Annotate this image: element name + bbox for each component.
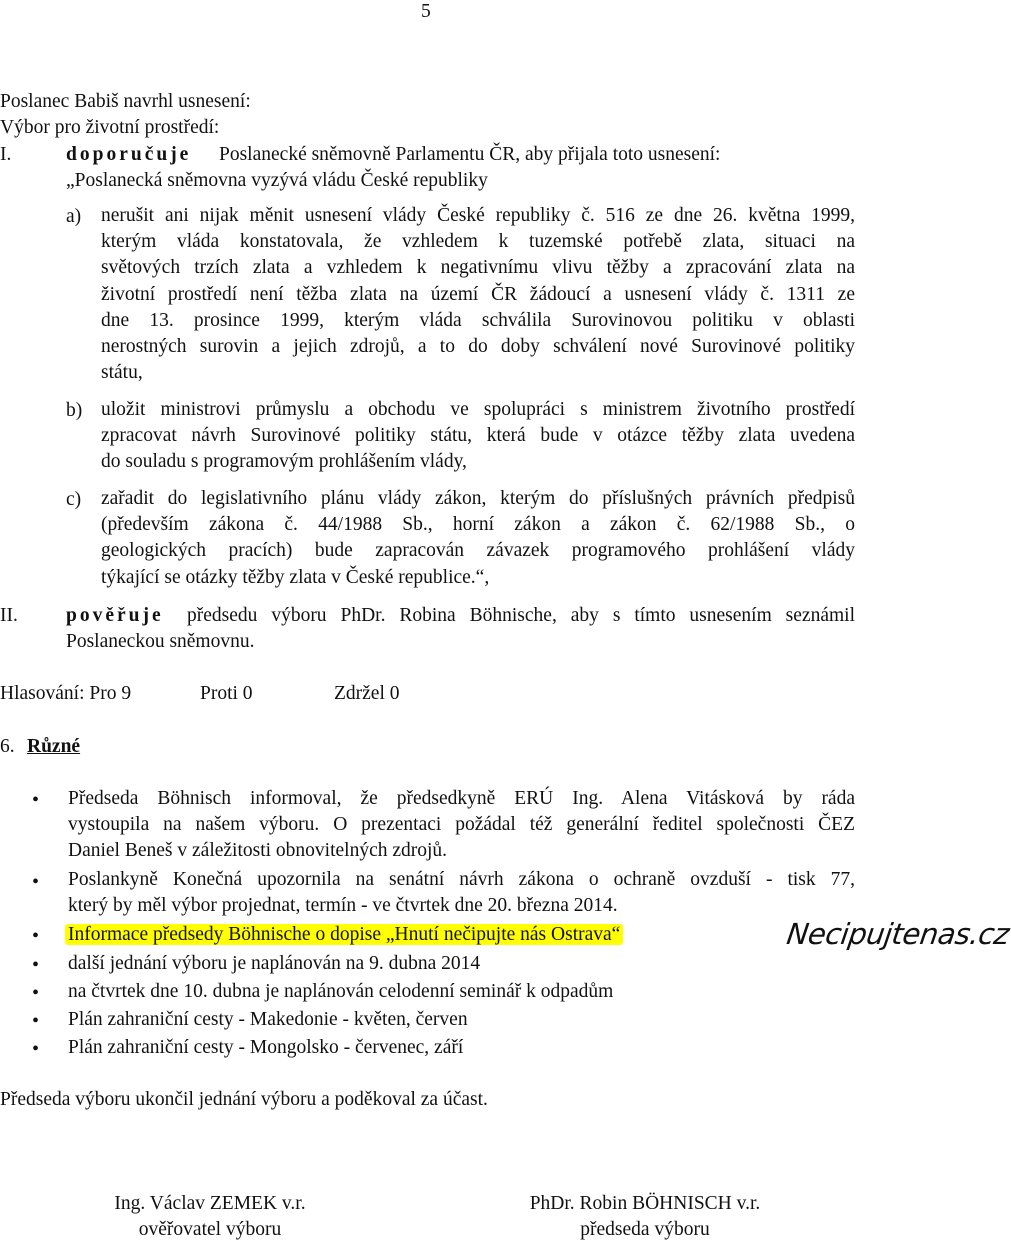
vote-zdrzel: Zdržel 0 (334, 683, 400, 704)
signature-right-role: předseda výboru (580, 1219, 710, 1240)
item-b-text: uložit ministrovi průmyslu a obchodu ve spolupráci s ministrem životního prostředí zpracovat návrh Surovinové politiky státu, která bude v otázce těžby zlata uvedena do souladu s programovým prohlášením vlády, (101, 399, 855, 473)
signature-left-role: ověřovatel výboru (138, 1219, 282, 1240)
bullet-item-3-highlighted (65, 925, 623, 945)
resolution-i-verb: doporučuje (66, 144, 192, 165)
watermark-logo: Necipujtenas.cz (784, 917, 1011, 951)
intro-line-2: Výbor pro životní prostředí: (0, 117, 220, 138)
bullet-item-1: Předseda Böhnisch informoval, že předsedkyně ERÚ Ing. Alena Vitásková by ráda vystoupila na našem výboru. O prezentaci požádal též generální ředitel společnosti ČEZ Daniel Beneš v záležitosti obnovitelných zdrojů. (68, 788, 855, 862)
signature-left-name: Ing. Václav ZEMEK v.r. (114, 1193, 306, 1214)
bullet-icon: • (32, 925, 40, 947)
bullet-icon: • (32, 954, 40, 976)
vote-proti: Proti 0 (200, 683, 253, 704)
bullet-item-2: Poslankyně Konečná upozornila na senátní návrh zákona o ochraně ovzduší - tisk 77, který by měl výbor projednat, termín - ve čtvrtek dne 20. března 2014. (68, 869, 855, 917)
bullet-icon: • (32, 789, 40, 811)
section-number: 6. (0, 736, 15, 757)
highlight-marker: Informace předsedy Böhnische o dopise „Hnutí nečipujte nás Ostrava“ (65, 924, 623, 945)
page-number: 5 (421, 1, 431, 22)
resolution-ii-text-2: Poslaneckou sněmovnu. (66, 631, 255, 652)
signature-right-name: PhDr. Robin BÖHNISCH v.r. (529, 1193, 761, 1214)
bullet-icon: • (32, 1038, 40, 1060)
resolution-ii-text-1: předsedu výboru PhDr. Robina Böhnische, aby s tímto usnesením seznámil (187, 605, 855, 626)
resolution-quote-open: „Poslanecká sněmovna vyzývá vládu České republiky (66, 170, 488, 191)
vote-pro: Hlasování: Pro 9 (0, 683, 132, 704)
bullet-icon: • (32, 982, 40, 1004)
item-b-label: b) (66, 400, 83, 421)
section-title: Různé (27, 736, 81, 757)
bullet-icon: • (32, 1010, 40, 1032)
item-a-label: a) (66, 206, 82, 227)
resolution-i-text: Poslanecké sněmovně Parlamentu ČR, aby přijala toto usnesení: (219, 144, 721, 165)
item-c-text: zařadit do legislativního plánu vlády zákon, kterým do příslušných právních předpisů (především zákona č. 44/1988 Sb., horní zákon a zákon č. 62/1988 Sb., o geologických pracích) bude zapracován závazek programového prohlášení vlády týkající se otázky těžby zlata v České republice.“, (101, 488, 855, 588)
bullet-item-7: Plán zahraniční cesty - Mongolsko - červenec, září (68, 1037, 464, 1058)
resolution-i-label: I. (0, 144, 12, 165)
item-c-label: c) (66, 489, 82, 510)
resolution-ii-label: II. (0, 605, 18, 626)
bullet-item-5: na čtvrtek dne 10. dubna je naplánován celodenní seminář k odpadům (68, 981, 614, 1002)
bullet-item-4: další jednání výboru je naplánován na 9. dubna 2014 (68, 953, 481, 974)
closing-sentence: Předseda výboru ukončil jednání výboru a poděkoval za účast. (0, 1089, 488, 1110)
item-a-text: nerušit ani nijak měnit usnesení vlády České republiky č. 516 ze dne 26. května 1999, kterým vláda konstatovala, že vzhledem k tuzemské potřebě zlata, situaci na světových trzích zlata a vzhledem k negativnímu vlivu těžby a zpracování zlata na životní prostředí není těžba zlata na území ČR žádoucí a usnesení vlády č. 1311 ze dne 13. prosince 1999, kterým vláda schválila Surovinovou politiku v oblasti nerostných surovin a jejich zdrojů, a to do doby schválení nové Surovinové politiky státu, (101, 205, 855, 384)
bullet-item-6: Plán zahraniční cesty - Makedonie - květen, červen (68, 1009, 468, 1030)
bullet-icon: • (32, 871, 40, 893)
intro-line-1: Poslanec Babiš navrhl usnesení: (0, 91, 251, 112)
resolution-ii-verb: pověřuje (66, 605, 164, 626)
